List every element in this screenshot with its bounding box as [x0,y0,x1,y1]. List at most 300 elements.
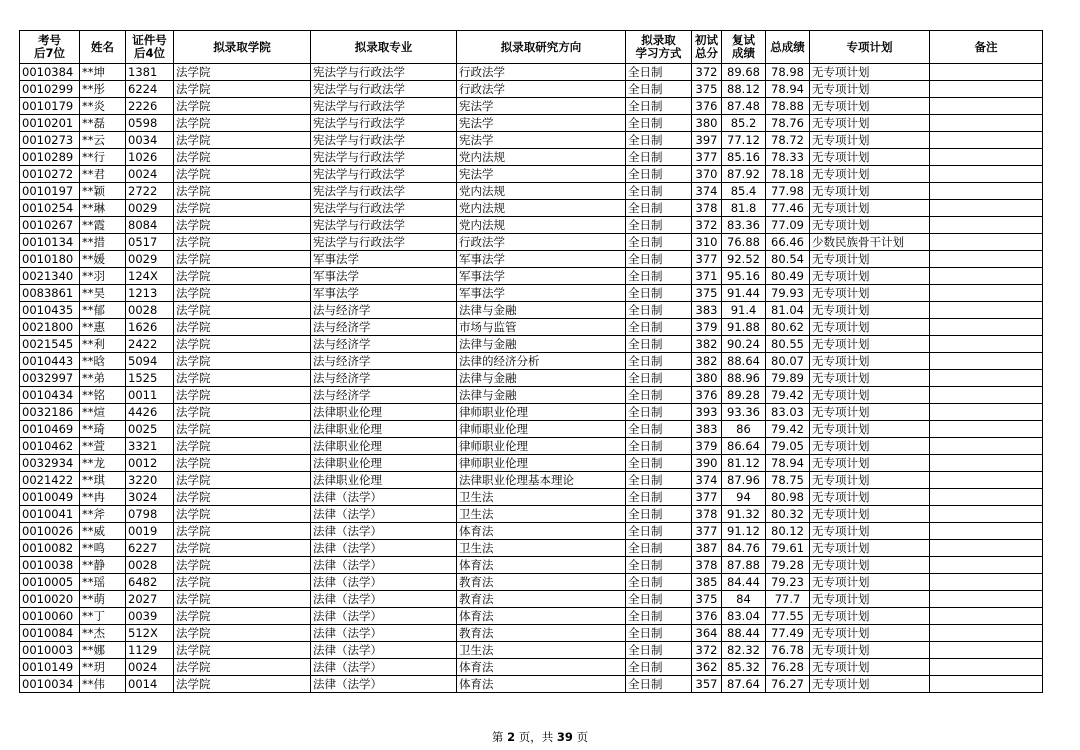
cell-prelim-score: 378 [692,200,722,217]
cell-id-last4: 0019 [126,523,174,540]
cell-name: **霞 [80,217,126,234]
cell-id-last4: 0028 [126,302,174,319]
cell-major: 宪法学与行政法学 [311,98,457,115]
cell-prelim-score: 377 [692,149,722,166]
header-major: 拟录取专业 [311,31,457,64]
cell-exam-id: 0021422 [20,472,80,489]
cell-research-direction: 律师职业伦理 [457,404,626,421]
header-special-plan: 专项计划 [810,31,930,64]
cell-major: 法与经济学 [311,387,457,404]
cell-exam-id: 0010469 [20,421,80,438]
cell-id-last4: 0039 [126,608,174,625]
cell-research-direction: 体育法 [457,608,626,625]
cell-college: 法学院 [174,472,311,489]
cell-exam-id: 0010254 [20,200,80,217]
cell-major: 法律职业伦理 [311,472,457,489]
cell-retest-score: 77.12 [722,132,766,149]
cell-remark [930,438,1043,455]
cell-retest-score: 83.04 [722,608,766,625]
cell-major: 法律（法学） [311,608,457,625]
cell-research-direction: 法律与金融 [457,336,626,353]
cell-retest-score: 91.12 [722,523,766,540]
cell-research-direction: 宪法学 [457,132,626,149]
cell-id-last4: 2722 [126,183,174,200]
cell-remark [930,132,1043,149]
cell-study-mode: 全日制 [626,149,692,166]
cell-college: 法学院 [174,98,311,115]
cell-name: **利 [80,336,126,353]
cell-exam-id: 0010149 [20,659,80,676]
table-row [20,234,1043,251]
cell-name: **杰 [80,625,126,642]
cell-major: 法律（法学） [311,574,457,591]
cell-major: 法律职业伦理 [311,421,457,438]
cell-name: **晗 [80,353,126,370]
cell-major: 法与经济学 [311,319,457,336]
cell-exam-id: 0021340 [20,268,80,285]
cell-name: **冉 [80,489,126,506]
cell-total-score: 79.61 [766,540,810,557]
cell-total-score: 77.46 [766,200,810,217]
cell-total-score: 76.78 [766,642,810,659]
cell-total-score: 80.54 [766,251,810,268]
cell-remark [930,574,1043,591]
cell-special-plan: 无专项计划 [810,370,930,387]
cell-major: 宪法学与行政法学 [311,200,457,217]
cell-retest-score: 91.44 [722,285,766,302]
cell-total-score: 79.42 [766,387,810,404]
cell-remark [930,353,1043,370]
cell-total-score: 80.07 [766,353,810,370]
cell-major: 法与经济学 [311,353,457,370]
footer-post: 页 [572,730,589,744]
table-row [20,506,1043,523]
cell-study-mode: 全日制 [626,591,692,608]
cell-research-direction: 法律与金融 [457,370,626,387]
cell-special-plan: 无专项计划 [810,506,930,523]
cell-special-plan: 无专项计划 [810,183,930,200]
cell-remark [930,591,1043,608]
cell-exam-id: 0010180 [20,251,80,268]
cell-research-direction: 法律职业伦理基本理论 [457,472,626,489]
cell-name: **炎 [80,98,126,115]
cell-id-last4: 6224 [126,81,174,98]
cell-exam-id: 0010041 [20,506,80,523]
cell-special-plan: 无专项计划 [810,608,930,625]
cell-id-last4: 0029 [126,251,174,268]
cell-name: **媛 [80,251,126,268]
cell-retest-score: 84.44 [722,574,766,591]
cell-prelim-score: 390 [692,455,722,472]
cell-college: 法学院 [174,489,311,506]
cell-name: **萱 [80,438,126,455]
cell-special-plan: 无专项计划 [810,523,930,540]
cell-major: 法与经济学 [311,370,457,387]
cell-name: **铭 [80,387,126,404]
cell-prelim-score: 378 [692,506,722,523]
cell-id-last4: 5094 [126,353,174,370]
cell-retest-score: 95.16 [722,268,766,285]
cell-id-last4: 2226 [126,98,174,115]
cell-major: 军事法学 [311,251,457,268]
cell-research-direction: 行政法学 [457,234,626,251]
cell-retest-score: 90.24 [722,336,766,353]
cell-special-plan: 无专项计划 [810,149,930,166]
cell-study-mode: 全日制 [626,353,692,370]
cell-remark [930,387,1043,404]
cell-exam-id: 0021800 [20,319,80,336]
cell-college: 法学院 [174,302,311,319]
cell-retest-score: 81.12 [722,455,766,472]
cell-prelim-score: 383 [692,302,722,319]
cell-total-score: 78.33 [766,149,810,166]
cell-research-direction: 体育法 [457,557,626,574]
cell-college: 法学院 [174,166,311,183]
cell-prelim-score: 370 [692,166,722,183]
cell-study-mode: 全日制 [626,489,692,506]
cell-college: 法学院 [174,319,311,336]
cell-exam-id: 0010435 [20,302,80,319]
cell-major: 法律职业伦理 [311,455,457,472]
cell-remark [930,115,1043,132]
cell-major: 法与经济学 [311,336,457,353]
cell-total-score: 79.28 [766,557,810,574]
cell-total-score: 80.62 [766,319,810,336]
cell-total-score: 79.05 [766,438,810,455]
cell-research-direction: 卫生法 [457,540,626,557]
cell-exam-id: 0010084 [20,625,80,642]
cell-exam-id: 0010273 [20,132,80,149]
cell-major: 法律（法学） [311,642,457,659]
cell-major: 军事法学 [311,285,457,302]
cell-remark [930,642,1043,659]
cell-research-direction: 行政法学 [457,64,626,81]
cell-retest-score: 86.64 [722,438,766,455]
cell-research-direction: 律师职业伦理 [457,421,626,438]
header-college: 拟录取学院 [174,31,311,64]
cell-remark [930,370,1043,387]
cell-major: 法律（法学） [311,523,457,540]
cell-study-mode: 全日制 [626,234,692,251]
cell-college: 法学院 [174,676,311,693]
cell-retest-score: 89.68 [722,64,766,81]
admission-table [19,30,1043,693]
cell-id-last4: 0012 [126,455,174,472]
cell-research-direction: 法律的经济分析 [457,353,626,370]
cell-research-direction: 律师职业伦理 [457,438,626,455]
cell-total-score: 77.98 [766,183,810,200]
table-row [20,472,1043,489]
cell-exam-id: 0083861 [20,285,80,302]
footer-total-pages: 39 [556,730,573,744]
cell-college: 法学院 [174,115,311,132]
cell-study-mode: 全日制 [626,574,692,591]
cell-major: 宪法学与行政法学 [311,132,457,149]
cell-retest-score: 89.28 [722,387,766,404]
cell-research-direction: 律师职业伦理 [457,455,626,472]
cell-college: 法学院 [174,217,311,234]
cell-total-score: 78.76 [766,115,810,132]
cell-major: 宪法学与行政法学 [311,166,457,183]
cell-id-last4: 2422 [126,336,174,353]
cell-retest-score: 87.96 [722,472,766,489]
cell-retest-score: 84 [722,591,766,608]
header-study-mode: 拟录取 学习方式 [626,31,692,64]
cell-major: 军事法学 [311,268,457,285]
cell-exam-id: 0010034 [20,676,80,693]
cell-study-mode: 全日制 [626,217,692,234]
cell-study-mode: 全日制 [626,625,692,642]
cell-prelim-score: 375 [692,285,722,302]
cell-retest-score: 91.32 [722,506,766,523]
cell-total-score: 80.32 [766,506,810,523]
cell-major: 法律（法学） [311,676,457,693]
cell-college: 法学院 [174,455,311,472]
cell-prelim-score: 374 [692,472,722,489]
table-row [20,404,1043,421]
table-row [20,268,1043,285]
table-row [20,659,1043,676]
header-prelim-score: 初试 总分 [692,31,722,64]
cell-total-score: 78.75 [766,472,810,489]
table-row [20,591,1043,608]
cell-total-score: 77.55 [766,608,810,625]
cell-prelim-score: 375 [692,591,722,608]
cell-id-last4: 0598 [126,115,174,132]
cell-total-score: 76.28 [766,659,810,676]
cell-college: 法学院 [174,591,311,608]
cell-exam-id: 0010049 [20,489,80,506]
cell-major: 宪法学与行政法学 [311,183,457,200]
cell-prelim-score: 380 [692,115,722,132]
cell-research-direction: 体育法 [457,659,626,676]
cell-retest-score: 86 [722,421,766,438]
cell-total-score: 77.49 [766,625,810,642]
cell-remark [930,489,1043,506]
cell-prelim-score: 376 [692,98,722,115]
cell-college: 法学院 [174,132,311,149]
cell-prelim-score: 393 [692,404,722,421]
table-row [20,676,1043,693]
cell-prelim-score: 372 [692,64,722,81]
cell-name: **弟 [80,370,126,387]
cell-prelim-score: 385 [692,574,722,591]
cell-college: 法学院 [174,200,311,217]
cell-special-plan: 无专项计划 [810,455,930,472]
cell-college: 法学院 [174,251,311,268]
cell-prelim-score: 374 [692,183,722,200]
cell-retest-score: 81.8 [722,200,766,217]
cell-college: 法学院 [174,608,311,625]
cell-exam-id: 0010003 [20,642,80,659]
cell-research-direction: 市场与监管 [457,319,626,336]
cell-research-direction: 体育法 [457,676,626,693]
cell-name: **云 [80,132,126,149]
cell-prelim-score: 380 [692,370,722,387]
cell-special-plan: 无专项计划 [810,217,930,234]
cell-special-plan: 无专项计划 [810,336,930,353]
cell-study-mode: 全日制 [626,455,692,472]
cell-college: 法学院 [174,557,311,574]
table-row [20,370,1043,387]
table-row [20,387,1043,404]
cell-remark [930,625,1043,642]
cell-college: 法学院 [174,642,311,659]
cell-special-plan: 无专项计划 [810,302,930,319]
cell-research-direction: 体育法 [457,523,626,540]
cell-college: 法学院 [174,421,311,438]
page-footer [0,729,1080,745]
cell-name: **行 [80,149,126,166]
cell-id-last4: 6482 [126,574,174,591]
cell-college: 法学院 [174,353,311,370]
cell-major: 宪法学与行政法学 [311,64,457,81]
table-row [20,540,1043,557]
cell-id-last4: 2027 [126,591,174,608]
cell-retest-score: 85.32 [722,659,766,676]
cell-remark [930,251,1043,268]
cell-study-mode: 全日制 [626,540,692,557]
cell-exam-id: 0032997 [20,370,80,387]
cell-total-score: 78.98 [766,64,810,81]
cell-prelim-score: 377 [692,523,722,540]
cell-study-mode: 全日制 [626,285,692,302]
cell-major: 法律（法学） [311,506,457,523]
cell-prelim-score: 364 [692,625,722,642]
cell-study-mode: 全日制 [626,81,692,98]
cell-special-plan: 无专项计划 [810,591,930,608]
cell-research-direction: 法律与金融 [457,302,626,319]
cell-prelim-score: 382 [692,336,722,353]
cell-retest-score: 91.88 [722,319,766,336]
table-row [20,625,1043,642]
cell-special-plan: 无专项计划 [810,319,930,336]
table-body [20,64,1043,693]
cell-exam-id: 0010026 [20,523,80,540]
cell-study-mode: 全日制 [626,438,692,455]
cell-study-mode: 全日制 [626,166,692,183]
cell-total-score: 66.46 [766,234,810,251]
table-row [20,64,1043,81]
cell-exam-id: 0010082 [20,540,80,557]
cell-total-score: 80.55 [766,336,810,353]
cell-total-score: 76.27 [766,676,810,693]
cell-exam-id: 0032934 [20,455,80,472]
cell-college: 法学院 [174,659,311,676]
cell-study-mode: 全日制 [626,472,692,489]
cell-special-plan: 无专项计划 [810,268,930,285]
cell-prelim-score: 379 [692,438,722,455]
cell-prelim-score: 377 [692,251,722,268]
cell-id-last4: 0798 [126,506,174,523]
cell-retest-score: 85.16 [722,149,766,166]
cell-research-direction: 卫生法 [457,489,626,506]
cell-id-last4: 0024 [126,166,174,183]
table-row [20,217,1043,234]
cell-name: **羽 [80,268,126,285]
cell-major: 宪法学与行政法学 [311,81,457,98]
cell-college: 法学院 [174,540,311,557]
cell-major: 法律（法学） [311,659,457,676]
cell-prelim-score: 372 [692,217,722,234]
cell-exam-id: 0010289 [20,149,80,166]
cell-research-direction: 军事法学 [457,268,626,285]
cell-remark [930,421,1043,438]
cell-name: **斧 [80,506,126,523]
cell-retest-score: 82.32 [722,642,766,659]
cell-exam-id: 0010005 [20,574,80,591]
header-remark: 备注 [930,31,1043,64]
cell-prelim-score: 378 [692,557,722,574]
cell-special-plan: 无专项计划 [810,64,930,81]
cell-special-plan: 无专项计划 [810,387,930,404]
cell-remark [930,472,1043,489]
cell-study-mode: 全日制 [626,183,692,200]
table-row [20,132,1043,149]
cell-id-last4: 0024 [126,659,174,676]
cell-study-mode: 全日制 [626,387,692,404]
cell-name: **静 [80,557,126,574]
cell-special-plan: 无专项计划 [810,200,930,217]
table-row [20,438,1043,455]
cell-college: 法学院 [174,234,311,251]
cell-study-mode: 全日制 [626,64,692,81]
cell-retest-score: 88.64 [722,353,766,370]
cell-retest-score: 88.12 [722,81,766,98]
cell-exam-id: 0010462 [20,438,80,455]
cell-study-mode: 全日制 [626,98,692,115]
cell-retest-score: 85.2 [722,115,766,132]
cell-research-direction: 教育法 [457,625,626,642]
cell-name: **瑶 [80,574,126,591]
cell-college: 法学院 [174,387,311,404]
cell-research-direction: 法律与金融 [457,387,626,404]
cell-research-direction: 教育法 [457,574,626,591]
cell-exam-id: 0010384 [20,64,80,81]
cell-remark [930,217,1043,234]
cell-total-score: 79.42 [766,421,810,438]
cell-total-score: 78.88 [766,98,810,115]
cell-exam-id: 0010267 [20,217,80,234]
table-row [20,557,1043,574]
table-header-row [20,31,1043,64]
cell-remark [930,608,1043,625]
table-row [20,115,1043,132]
cell-college: 法学院 [174,285,311,302]
cell-retest-score: 87.92 [722,166,766,183]
cell-special-plan: 无专项计划 [810,489,930,506]
table-row [20,302,1043,319]
cell-retest-score: 92.52 [722,251,766,268]
cell-remark [930,659,1043,676]
cell-prelim-score: 371 [692,268,722,285]
cell-id-last4: 1213 [126,285,174,302]
cell-remark [930,336,1043,353]
cell-special-plan: 无专项计划 [810,625,930,642]
cell-study-mode: 全日制 [626,251,692,268]
cell-study-mode: 全日制 [626,404,692,421]
cell-research-direction: 宪法学 [457,166,626,183]
cell-name: **萌 [80,591,126,608]
cell-id-last4: 0517 [126,234,174,251]
cell-exam-id: 0010134 [20,234,80,251]
cell-name: **娜 [80,642,126,659]
cell-retest-score: 88.96 [722,370,766,387]
cell-total-score: 80.98 [766,489,810,506]
cell-remark [930,64,1043,81]
cell-study-mode: 全日制 [626,676,692,693]
cell-prelim-score: 383 [692,421,722,438]
